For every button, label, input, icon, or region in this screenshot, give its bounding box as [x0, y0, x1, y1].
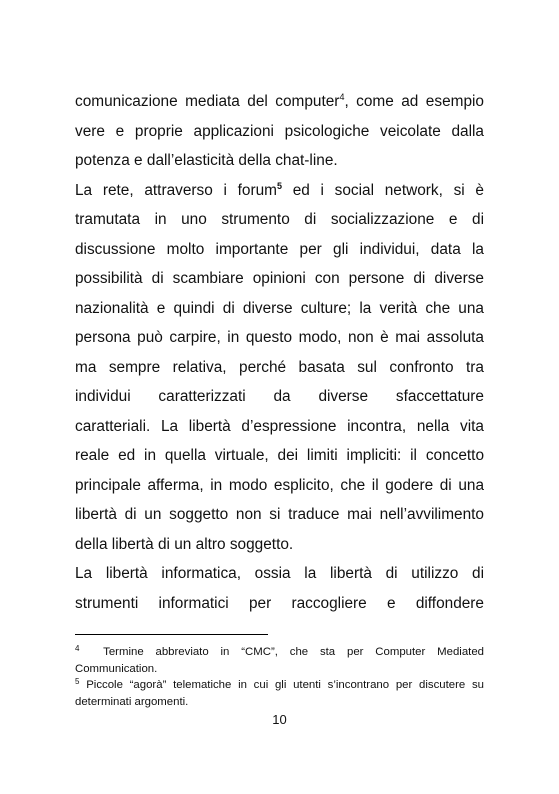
footnote-mark: 5 [75, 677, 80, 686]
footnote-4: $^4$ Termine abbreviato in “CMC”, che sta per Computer Mediated [75, 644, 484, 658]
footnote-ref-5[interactable]: 5 [276, 180, 282, 191]
text-line: vere e proprie applicazioni psicologiche veicolate dalla [75, 122, 484, 140]
text-line: nazionalità e quindi di diverse culture; la verità che una [75, 299, 484, 317]
text-line: La libertà informatica, ossia la libertà di utilizzo di [75, 565, 484, 582]
text-line: reale ed in quella virtuale, dei limiti impliciti: il concetto [75, 447, 484, 464]
text-line: comunicazione mediata del computer$^4$, come ad esempio [75, 92, 484, 110]
footnote-separator [75, 634, 268, 635]
text-line: caratteriali. La libertà d’espressione incontra, nella vita [75, 417, 484, 435]
text-line: discussione molto importante per gli individui, data la [75, 240, 484, 258]
text-line: della libertà di un altro soggetto. [75, 535, 294, 553]
text-line: strumenti informatici per raccogliere e diffondere [75, 594, 484, 612]
text-line: possibilità di scambiare opinioni con persone di diverse [75, 270, 484, 287]
text-line: libertà di un soggetto non si traduce mai nell’avvilimento [75, 506, 484, 523]
body-text [75, 87, 484, 618]
text-line: ma sempre relativa, perché basata sul confronto tra [75, 358, 484, 376]
footnote-mark: 4 [75, 644, 80, 653]
text-line: La rete, attraverso i forum$^5$ ed i social network, si è [75, 180, 484, 199]
text-line: potenza e dall’elasticità della chat-line. [75, 152, 338, 169]
page-number: 10 [272, 712, 287, 727]
footnote-5-continued: determinati argomenti. [75, 695, 189, 708]
text-line: individui caratterizzati da diverse sfaccettature [75, 388, 484, 405]
text-line: tramutata in uno strumento di socializzazione e di [75, 211, 484, 228]
text-line: persona può carpire, in questo modo, non è mai assoluta [75, 329, 484, 346]
text-line: principale afferma, in modo esplicito, che il godere di una [75, 476, 484, 494]
footnote-ref-4[interactable]: 4 [339, 92, 345, 102]
footnotes [75, 644, 484, 710]
footnote-4-continued: Communication. [75, 662, 158, 675]
footnote-5: $^5$ Piccole “agorà” telematiche in cui gli utenti s’incontrano per discutere su [75, 677, 484, 691]
